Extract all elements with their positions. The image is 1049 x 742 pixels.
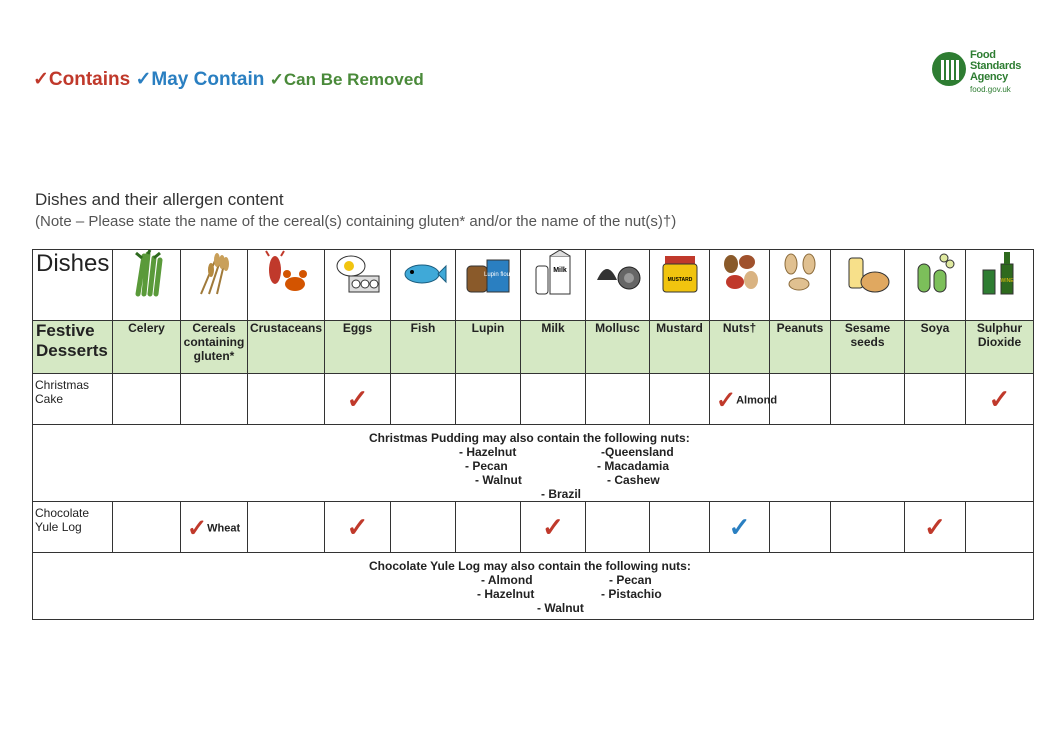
- cereals-icon-cell: [181, 250, 248, 321]
- note-title: Christmas Pudding may also contain the following nuts:: [369, 431, 690, 445]
- list-item: - Almond: [481, 573, 533, 587]
- cereals-icon: [191, 250, 237, 296]
- col-milk: Milk: [521, 321, 586, 374]
- mollusc-icon: [595, 250, 641, 296]
- dish-name: Chocolate Yule Log: [33, 502, 113, 553]
- celery-icon: [124, 250, 170, 296]
- peanuts-icon: [777, 250, 823, 296]
- peanuts-icon-cell: [770, 250, 831, 321]
- col-nuts: Nuts†: [710, 321, 770, 374]
- sulphur-dioxide-icon: [977, 250, 1023, 296]
- col-crustaceans: Crustaceans: [248, 321, 325, 374]
- list-item: - Walnut: [475, 473, 522, 487]
- list-item: - Walnut: [537, 601, 584, 615]
- allergen-table: [32, 249, 1034, 620]
- fsa-logo: [932, 50, 1032, 100]
- col-mollusc: Mollusc: [586, 321, 650, 374]
- contains-check-icon: ✓: [716, 387, 737, 414]
- contains-check-icon: ✓: [542, 512, 564, 542]
- icon-row: [33, 250, 1034, 321]
- sesame-icon: [845, 250, 891, 296]
- col-celery: Celery: [113, 321, 181, 374]
- col-sulphur: Sulphur Dioxide: [966, 321, 1034, 374]
- list-item: - Macadamia: [597, 459, 670, 473]
- contains-check-icon: ✓: [346, 384, 369, 414]
- list-item: - Pistachio: [601, 587, 662, 601]
- crustaceans-icon: [263, 250, 309, 296]
- note-title: Chocolate Yule Log may also contain the following nuts:: [369, 559, 691, 573]
- lupin-icon-cell: [456, 250, 521, 321]
- yule-log-note: [369, 559, 769, 615]
- list-item: - Hazelnut: [459, 445, 517, 459]
- crustaceans-icon-cell: [248, 250, 325, 321]
- list-item: - Hazelnut: [477, 587, 535, 601]
- christmas-pudding-note-row: [33, 425, 1034, 502]
- col-cereals: Cereals containing gluten*: [181, 321, 248, 374]
- legend-may-contain: ✓May Contain: [135, 69, 265, 90]
- mustard-icon-cell: [650, 250, 710, 321]
- eggs-icon-cell: [325, 250, 391, 321]
- nuts-icon-cell: [710, 250, 770, 321]
- contains-check-icon: ✓: [346, 512, 369, 542]
- list-item: - Pecan: [465, 459, 508, 473]
- legend: [33, 68, 424, 91]
- list-item: - Pecan: [609, 573, 652, 587]
- fsa-logo-text: Food Standards Agency: [970, 49, 1022, 83]
- dishes-title: Dishes: [33, 250, 113, 321]
- mollusc-icon-cell: [586, 250, 650, 321]
- eggs-icon: [335, 250, 381, 296]
- milk-icon-cell: [521, 250, 586, 321]
- col-fish: Fish: [391, 321, 456, 374]
- table-row-yule-log: [33, 502, 1034, 553]
- mustard-icon: [657, 250, 703, 296]
- soya-icon: [912, 250, 958, 296]
- celery-icon-cell: [113, 250, 181, 321]
- contains-check-icon: ✓: [924, 512, 946, 542]
- col-lupin: Lupin: [456, 321, 521, 374]
- fsa-logo-mark-icon: [932, 52, 966, 86]
- contains-check-icon: ✓: [988, 384, 1011, 414]
- nuts-icon: [717, 250, 763, 296]
- milk-icon: [530, 250, 576, 296]
- christmas-pudding-note: [369, 431, 769, 501]
- col-mustard: Mustard: [650, 321, 710, 374]
- page-note: (Note – Please state the name of the cereal(s) containing gluten* and/or the name of the nut(s)†): [35, 213, 677, 230]
- svg-text:MUSTARD: MUSTARD: [667, 277, 692, 283]
- soya-icon-cell: [905, 250, 966, 321]
- col-sesame: Sesame seeds: [831, 321, 905, 374]
- legend-can-be-removed: ✓Can Be Removed: [269, 70, 424, 89]
- nut-name: Almond: [736, 394, 778, 407]
- list-item: -Queensland: [601, 445, 674, 459]
- list-item: - Brazil: [541, 487, 582, 501]
- svg-text:Milk: Milk: [553, 267, 567, 274]
- lupin-icon: [465, 250, 511, 296]
- contains-check-icon: ✓: [187, 515, 208, 542]
- page-heading: Dishes and their allergen content: [35, 190, 284, 209]
- cereal-name: Wheat: [207, 522, 241, 535]
- col-eggs: Eggs: [325, 321, 391, 374]
- may-contain-check-icon: ✓: [728, 512, 751, 542]
- sesame-icon-cell: [831, 250, 905, 321]
- svg-text:Lupin flour: Lupin flour: [483, 272, 513, 278]
- list-item: - Cashew: [607, 473, 660, 487]
- fish-icon: [400, 250, 446, 296]
- col-peanuts: Peanuts: [770, 321, 831, 374]
- section-label: Festive Desserts: [33, 321, 113, 374]
- col-soya: Soya: [905, 321, 966, 374]
- svg-text:WINE: WINE: [999, 278, 1014, 284]
- fsa-logo-url: food.gov.uk: [970, 85, 1011, 94]
- legend-contains: ✓Contains: [33, 69, 131, 90]
- yule-log-note-row: [33, 553, 1034, 620]
- sulphur-dioxide-icon-cell: [966, 250, 1034, 321]
- table-row-christmas-cake: [33, 374, 1034, 425]
- allergen-header-row: [33, 321, 1034, 374]
- dish-name: Christmas Cake: [33, 374, 113, 425]
- fish-icon-cell: [391, 250, 456, 321]
